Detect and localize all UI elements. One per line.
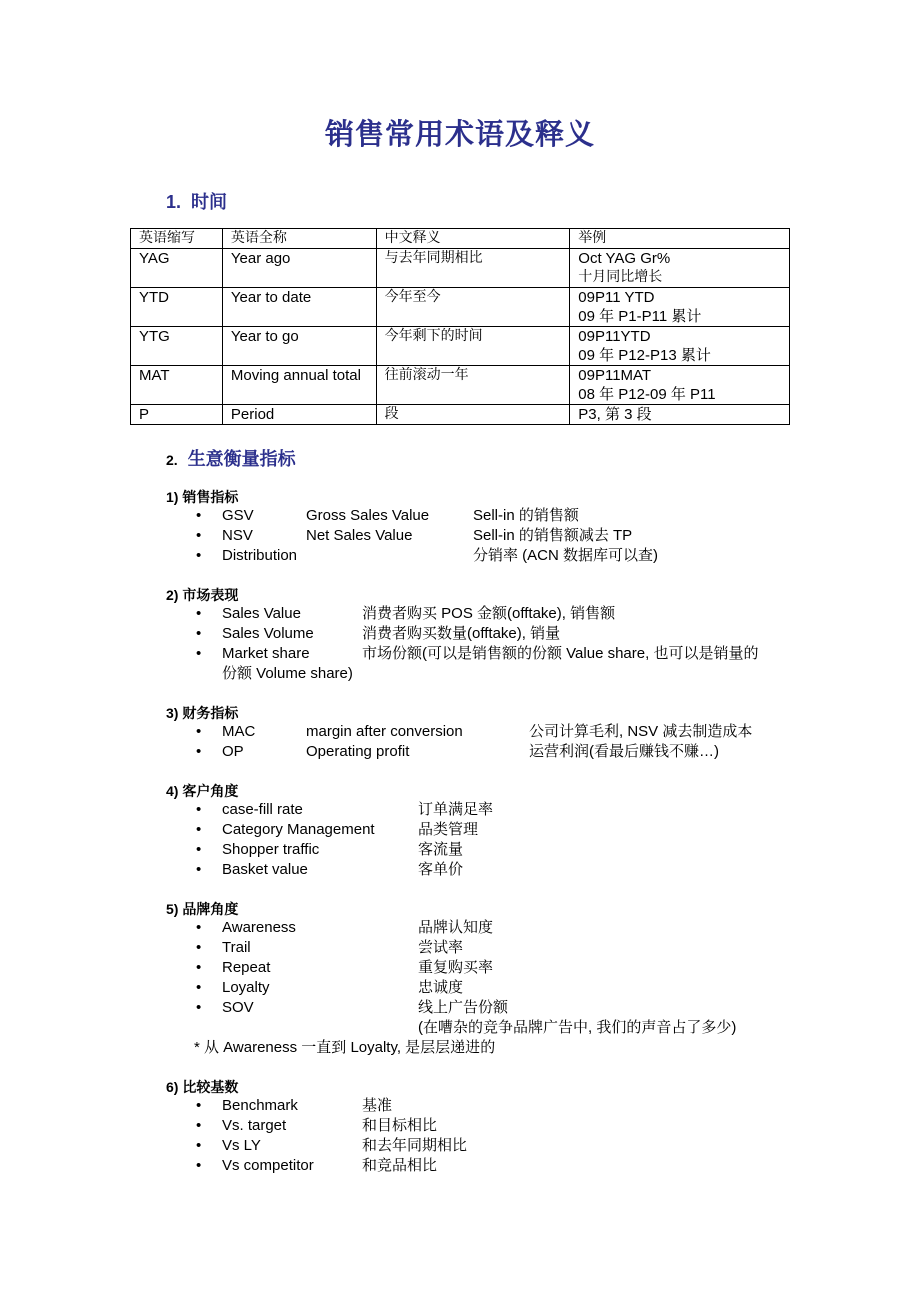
table-row: [131, 327, 790, 366]
list-item: [0, 624, 920, 644]
term-name: Benchmark: [222, 1097, 298, 1114]
term-abbr: GSV: [222, 507, 254, 524]
list-item: [0, 1096, 920, 1116]
bullet-icon: •: [196, 1097, 202, 1114]
time-terms-table: [130, 228, 790, 425]
list-item: [0, 526, 920, 546]
bullet-icon: •: [196, 821, 202, 838]
example-line: 09 年 P12-P13 累计: [578, 347, 711, 364]
section-heading-time: [166, 188, 227, 214]
term-meaning: 市场份额(可以是销售额的份额 Value share, 也可以是销量的: [362, 645, 759, 662]
term-meaning: 和目标相比: [362, 1117, 438, 1134]
term-meaning: 忠诚度: [418, 979, 464, 996]
table-row: [131, 366, 790, 405]
term-meaning: 客单价: [418, 861, 464, 878]
term-name: Shopper traffic: [222, 841, 320, 858]
example-line: 09 年 P1-P11 累计: [578, 308, 702, 325]
header-abbr: 英语缩写: [131, 229, 223, 249]
term-meaning: 运营利润(看最后赚钱不赚…): [529, 743, 719, 760]
term-full: Net Sales Value: [306, 527, 413, 544]
list-item: [0, 860, 920, 880]
term-name: Category Management: [222, 821, 375, 838]
cell-abbr: YTD: [131, 288, 223, 327]
cell-zh: 段: [376, 405, 570, 425]
subsection-title-market-performance: 2) 市场表现: [166, 587, 239, 603]
term-meaning: 公司计算毛利, NSV 减去制造成本: [529, 723, 753, 740]
example-line: 08 年 P12-09 年 P11: [578, 386, 716, 403]
list-item: [0, 1156, 920, 1176]
bullet-icon: •: [196, 605, 202, 622]
term-meaning: 消费者购买数量(offtake), 销量: [362, 625, 561, 642]
table-row: [131, 288, 790, 327]
subsection-title-comparison-basis: 6) 比较基数: [166, 1079, 239, 1095]
bullet-icon: •: [196, 1117, 202, 1134]
list-item: [0, 604, 920, 624]
cell-zh: 今年至今: [376, 288, 570, 327]
example-line: 09P11MAT: [578, 367, 652, 384]
cell-example: P3, 第 3 段: [570, 405, 790, 425]
cell-zh: 往前滚动一年: [376, 366, 570, 405]
list-item: [0, 644, 920, 664]
bullet-icon: •: [196, 1137, 202, 1154]
bullet-icon: •: [196, 547, 202, 564]
bullet-icon: •: [196, 979, 202, 996]
bullet-icon: •: [196, 801, 202, 818]
cell-full: Year ago: [222, 249, 376, 288]
term-name: Vs competitor: [222, 1157, 314, 1174]
bullet-icon: •: [196, 507, 202, 524]
subsection-title-sales-metrics: 1) 销售指标: [166, 489, 239, 505]
section-heading-business-metrics: [166, 445, 296, 471]
bullet-icon: •: [196, 999, 202, 1016]
cell-abbr: P: [131, 405, 223, 425]
bullet-icon: •: [196, 743, 202, 760]
cell-zh: 与去年同期相比: [376, 249, 570, 288]
cell-abbr: YTG: [131, 327, 223, 366]
term-name: Repeat: [222, 959, 271, 976]
list-item: [0, 546, 920, 566]
cell-example: [570, 366, 790, 405]
example-line: Oct YAG Gr%: [578, 250, 671, 267]
term-name: Sales Value: [222, 605, 301, 622]
cell-abbr: YAG: [131, 249, 223, 288]
term-meaning: 品牌认知度: [418, 919, 494, 936]
header-full-name: 英语全称: [222, 229, 376, 249]
table-header-row: [131, 229, 790, 249]
subsection-title-customer-perspective: 4) 客户角度: [166, 783, 239, 799]
cell-example: [570, 288, 790, 327]
term-meaning: 重复购买率: [418, 959, 494, 976]
list-item: [0, 742, 920, 762]
list-item: [0, 938, 920, 958]
cell-example: [570, 327, 790, 366]
term-name: Vs. target: [222, 1117, 287, 1134]
list-item: [0, 918, 920, 938]
cell-full: Year to go: [222, 327, 376, 366]
term-name: SOV: [222, 999, 254, 1016]
list-item: [0, 800, 920, 820]
term-abbr: OP: [222, 743, 244, 760]
cell-zh: 今年剩下的时间: [376, 327, 570, 366]
table-row: [131, 249, 790, 288]
term-name: Sales Volume: [222, 625, 314, 642]
section-label: 生意衡量指标: [187, 449, 296, 469]
term-name: Awareness: [222, 919, 296, 936]
bullet-icon: •: [196, 841, 202, 858]
list-item: [0, 958, 920, 978]
bullet-icon: •: [196, 939, 202, 956]
subsection-title-brand-perspective: 5) 品牌角度: [166, 901, 239, 917]
list-item: [0, 978, 920, 998]
term-abbr: Distribution: [222, 547, 298, 564]
list-item: [0, 506, 920, 526]
term-name: Market share: [222, 645, 310, 662]
bullet-icon: •: [196, 1157, 202, 1174]
term-name: Vs LY: [222, 1137, 261, 1154]
term-name: Basket value: [222, 861, 308, 878]
list-item: [0, 1136, 920, 1156]
term-full: Gross Sales Value: [306, 507, 430, 524]
term-abbr: MAC: [222, 723, 256, 740]
term-meaning: Sell-in 的销售额减去 TP: [473, 527, 633, 544]
cell-example: [570, 249, 790, 288]
term-meaning: 和竞品相比: [362, 1157, 438, 1174]
term-name: Loyalty: [222, 979, 270, 996]
list-item: [0, 840, 920, 860]
term-full: Operating profit: [306, 743, 410, 760]
term-meaning: Sell-in 的销售额: [473, 507, 579, 524]
page-title: 销售常用术语及释义: [324, 117, 595, 151]
example-line: 09P11YTD: [578, 328, 651, 345]
bullet-icon: •: [196, 645, 202, 662]
header-example: 举例: [570, 229, 790, 249]
cell-full: Moving annual total: [222, 366, 376, 405]
term-name: case-fill rate: [222, 801, 303, 818]
bullet-icon: •: [196, 861, 202, 878]
section-number: 1.: [166, 192, 182, 212]
bullet-icon: •: [196, 723, 202, 740]
term-meaning: 分销率 (ACN 数据库可以查): [473, 547, 658, 564]
cell-full: Year to date: [222, 288, 376, 327]
section-number: 2.: [166, 452, 178, 468]
term-meaning: 消费者购买 POS 金额(offtake), 销售额: [362, 605, 616, 622]
bullet-icon: •: [196, 527, 202, 544]
sov-note: (在嘈杂的竞争品牌广告中, 我们的声音占了多少): [418, 1019, 737, 1036]
table-row: [131, 405, 790, 425]
cell-abbr: MAT: [131, 366, 223, 405]
term-name: Trail: [222, 939, 251, 956]
list-item: [0, 1116, 920, 1136]
bullet-icon: •: [196, 959, 202, 976]
term-meaning: 品类管理: [418, 821, 479, 838]
bullet-icon: •: [196, 625, 202, 642]
term-meaning: 和去年同期相比: [362, 1137, 468, 1154]
cell-full: Period: [222, 405, 376, 425]
section-label: 时间: [191, 192, 228, 212]
term-meaning: 客流量: [418, 841, 464, 858]
term-meaning: 尝试率: [418, 939, 464, 956]
subsection-title-financial-metrics: 3) 财务指标: [166, 705, 239, 721]
term-meaning: 线上广告份额: [418, 999, 509, 1016]
term-abbr: NSV: [222, 527, 253, 544]
term-meaning: 订单满足率: [418, 801, 494, 818]
header-chinese-meaning: 中文释义: [376, 229, 570, 249]
list-item: [0, 998, 920, 1018]
list-item: [0, 820, 920, 840]
wrapped-text: 份额 Volume share): [222, 665, 353, 682]
example-line: 十月同比增长: [578, 269, 663, 285]
bullet-icon: •: [196, 919, 202, 936]
term-full: margin after conversion: [306, 723, 463, 740]
footnote: * 从 Awareness 一直到 Loyalty, 是层层递进的: [194, 1039, 496, 1056]
term-meaning: 基准: [362, 1097, 393, 1114]
example-line: 09P11 YTD: [578, 289, 655, 306]
list-item: [0, 722, 920, 742]
